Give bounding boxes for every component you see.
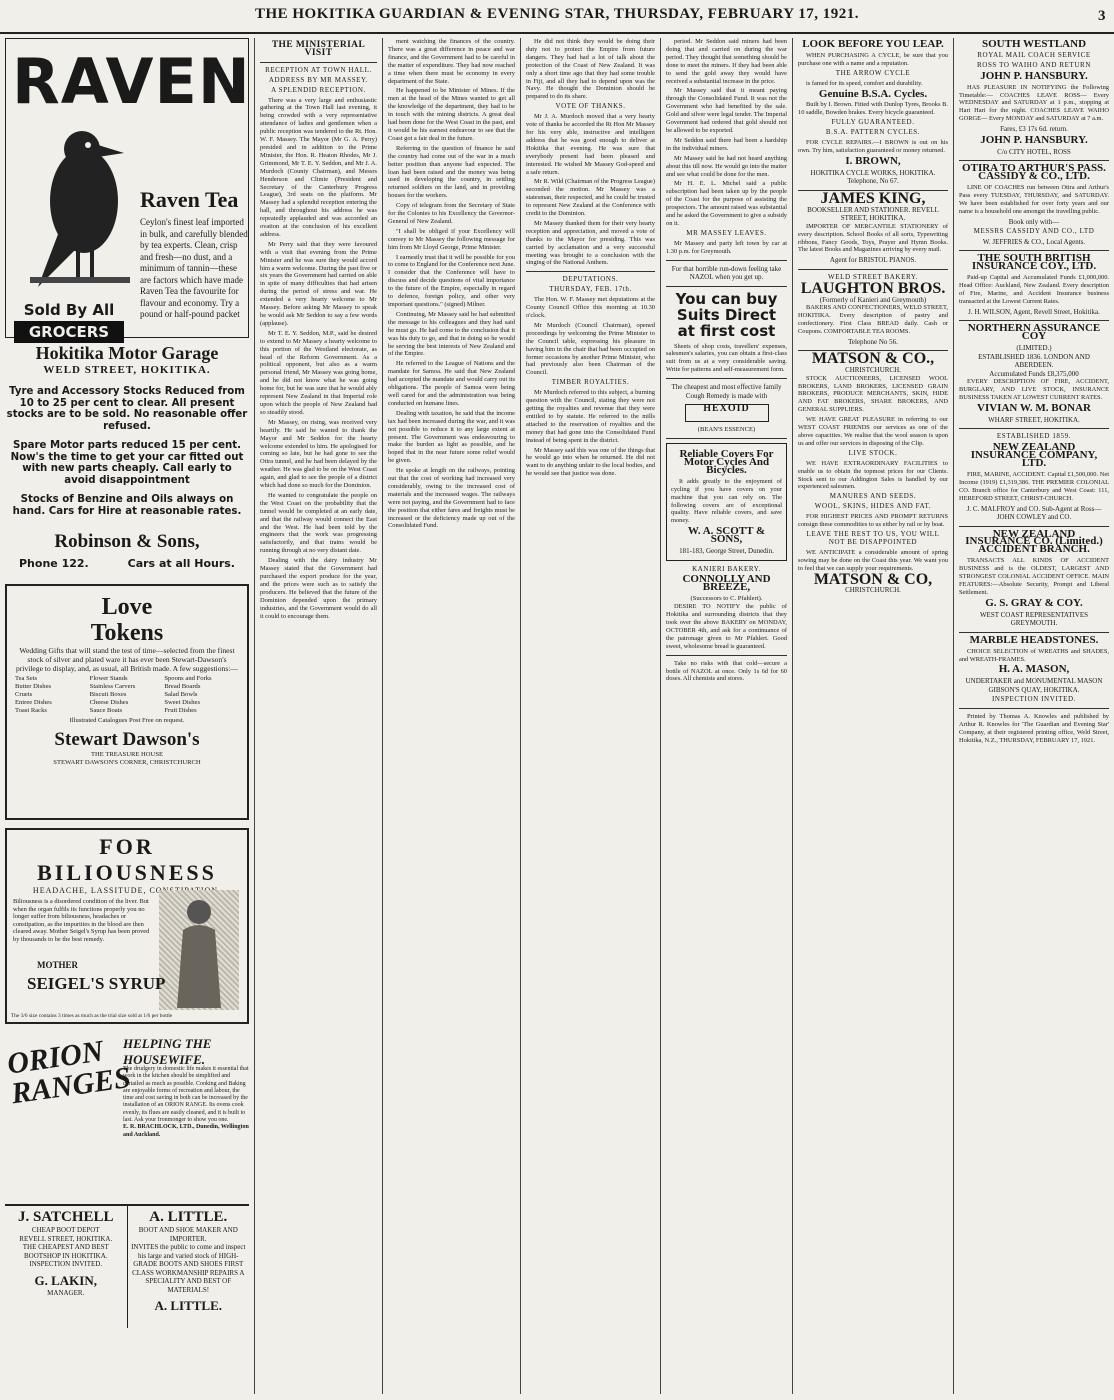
northern-established: ESTABLISHED 1836. LONDON AND ABERDEEN. — [978, 352, 1090, 370]
malfroy-agent: J. C. MALFROY and CO. Sub-Agent at Ross— — [966, 504, 1102, 513]
list-item: Bread Boards — [164, 683, 201, 690]
nz-insurance-body: FIRE, MARINE, ACCIDENT. Capital £1,500,000. Net Income (1919) £1,319,386. THE PREMIER COLONIAL CO. Branch office for Canterbury and West Coast: 111, HEREFORD STREET, CHRIST-CHURCH. — [959, 470, 1109, 502]
laughton-body: BAKERS AND CONFECTIONERS, WELD STREET, HOKITIKA. Every description of pastry and confectionery. First Class BREAD daily. Cash or Coupons. COMFORTABLE TEA ROOMS. — [798, 304, 948, 335]
list-item: Cheese Dishes — [89, 699, 129, 706]
article-paragraph: Mr T. E. Y. Seddon, M.P., said he desired to extend to Mr Massey a hearty welcome to this portion of the Westland electorate, as head of the Reform Government. As a political opponent, but also as a warm personal friend, Mr Massey was going home, and he did not know what he was going home for, but he was sure that he would ably represent New Zealand in that Imperial role upon which the people of New Zealand had so steadily stood. — [260, 329, 377, 416]
hansbury-name: JOHN P. HANSBURY. — [980, 69, 1088, 82]
divider — [959, 632, 1109, 633]
northern-body: EVERY DESCRIPTION OF FIRE, ACCIDENT, BURGLARY, AND LIVE STOCK, INSURANCE BUSINESS TAKEN AT LOWEST CURRENT RATES. — [959, 378, 1109, 401]
suits-ad-title: You can buy Suits Direct at first cost — [675, 289, 778, 340]
jeffries-agents: W. JEFFRIES & CO., Local Agents. — [982, 237, 1086, 246]
james-king-sub: BOOKSELLER AND STATIONER. REVELL STREET, HOKITIKA. — [807, 205, 939, 223]
divider — [959, 526, 1109, 527]
satchell-manager: G. LAKIN, — [34, 1272, 97, 1288]
matson-sub-2: CHRISTCHURCH. — [845, 586, 901, 595]
stewart-dawson-name: Stewart Dawson's — [54, 729, 200, 750]
garage-phone: Phone 122. — [19, 557, 89, 570]
love-items-list — [7, 673, 247, 717]
article-paragraph: ment watching the finances of the country. There was a great difference in peace and war finance, and the Government had to be careful in the matter of expenditure. They had now reached a time when there must be economy in every department of the State. — [388, 38, 515, 85]
hansbury-body: HAS PLEASURE IN NOTIFYING the Following Timetable:— COACHES LEAVE ROSS— Every WEDNESDAY and SATURDAY at 1 p.m., stopping at Hari Hari for the night. COACHES LEAVE WAIHO GORGE— Every MONDAY and SATURDAY at 7 a.m. — [959, 83, 1109, 123]
article-paragraph: I earnestly trust that it will be possible for you to come to England for the Conference next June. I consider that the Conference will have to discuss and decide questions of vital importance to the future of the Empire, especially in regard to defence, foreign policy, and other very important questions." (signed) Milner. — [388, 253, 515, 308]
orion-ranges-ad — [5, 1032, 249, 1198]
article-paragraph: He happened to be Minister of Mines. If the men at the head of the Mines wanted to get all the knowledge of the department, they had to be in touch with the mining districts. A great deal had been done for the West Coast in the past, and it would be his earnest endeavour to see that the Coast got a fair deal in the future. — [388, 87, 515, 142]
article-paragraph: Mr Massey thanked them for their very hearty reception and appreciation, and moved a vote of thanks to the Mayor for presiding. This was carried by acclamation and a very successful meeting was brought to a conclusion with the singing of the National Anthem. — [526, 219, 655, 267]
list-item: Sauce Boats — [89, 707, 123, 714]
subhead-deputations: DEPUTATIONS. — [562, 275, 619, 284]
arrow-cycle: THE ARROW CYCLE — [835, 68, 911, 77]
masthead — [0, 6, 1114, 34]
james-king-body: IMPORTER OF MERCANTILE STATIONERY of every description. School Books of all sorts, Typewriting ribbons, Fancy Goods, Toys, Prayer and Hymn Books. The latest Books and Magazines arriving by every mail. — [798, 222, 948, 254]
mail-coach-service: ROYAL MAIL COACH SERVICE — [977, 50, 1091, 59]
orion-body — [123, 1066, 249, 1139]
divider — [959, 250, 1109, 251]
article-paragraph: The Hon. W. F. Massey met deputations at the County Council Office this morning at 10.30 o'clock. — [526, 296, 655, 319]
mother-label: MOTHER — [37, 960, 79, 970]
list-item: Cruets — [15, 691, 33, 698]
satchell-manager-title: MANAGER. — [47, 1288, 85, 1297]
article-paragraph: Copy of telegram from the Secretary of State for the Colonies to his Excellency the Governor-General of New Zealand. — [388, 202, 515, 225]
otira-body: LINE OF COACHES run between Otira and Arthur's Pass every TUESDAY, THURSDAY, and SATURDAY. We have been established for over forty years and our name is a household one amongst the travelling public. — [959, 183, 1109, 215]
matson-body: STOCK AUCTIONEERS, LICENSED WOOL BROKERS, LAND BROKERS, LICENSED GRAIN BROKERS, PRODUCE MERCHANTS, SKIN, HIDE AND FAT BROKERS, SHARE BROKERS, AND GENERAL SUPPLIERS. — [798, 374, 948, 414]
cowley-agent: JOHN COWLEY and CO. — [996, 513, 1072, 522]
nz-insurance-accident-body: TRANSACTS ALL KINDS OF ACCIDENT BUSINESS and is the OLDEST, LARGEST AND STRONGEST COLONIAL ACCIDENT OFFICE. MAIN FEATURES:—Absolute Security, Prompt and Liberal Settlement. — [959, 557, 1109, 596]
look-before-body: WHEN PURCHASING A CYCLE, be sure that you purchase one with a name and a reputation. — [798, 51, 948, 67]
laughton-bros-name: LAUGHTON BROS. — [800, 279, 946, 297]
marble-headstones-head: MARBLE HEADSTONES. — [969, 633, 1099, 646]
divider — [666, 378, 787, 379]
article-subhead-3: A SPLENDID RECEPTION. — [271, 85, 366, 94]
coach-route: ROSS TO WAIHO AND RETURN — [977, 60, 1091, 69]
biliousness-sub: HEADACHE, LASSITUDE, CONSTIPATION. — [32, 886, 222, 895]
bsa-cycles: Genuine B.S.A. Cycles. — [818, 87, 928, 100]
article-paragraph: Mr Seddon said there had been a hardship in the individual miners. — [666, 136, 787, 152]
article-title: THE MINISTERIAL VISIT — [271, 40, 366, 58]
satchell-line-2: REVELL STREET, HOKITIKA. — [19, 1234, 113, 1243]
mason-sub: UNDERTAKER and MONUMENTAL MASON — [965, 677, 1103, 686]
list-item: Tea Sets — [15, 675, 38, 682]
divider — [959, 160, 1109, 161]
subhead-massey-leaves: MR MASSEY LEAVES. — [686, 228, 767, 237]
covers-ad — [666, 443, 787, 560]
list-item: Sweet Dishes — [164, 699, 201, 706]
article-paragraph: Mr H. E. L. Michel said a public subscription had been taken up by the people of the Coast for the purpose of assisting the prospectors. The amount raised was substantial and he asked the Government to give a subsidy on it. — [666, 180, 787, 227]
column-article-continued — [383, 38, 521, 1394]
divider — [666, 286, 787, 287]
list-item: Biscuit Boxes — [89, 691, 127, 698]
article-paragraph: Mr Massey said that it meant paying through the Consolidated Fund. It was not the Government who had benefited by the sale. Gold and silver were legal tender. The Imperial Government had ordered that gold should not be allowed to be exported. — [666, 87, 787, 134]
dateline: THURSDAY, FEB. 17th. — [549, 285, 632, 294]
hexoid-sub: (BEAN'S ESSENCE) — [697, 426, 756, 434]
raven-ad-title: RAVEN — [12, 45, 251, 118]
garage-street: WELD STREET, HOKITIKA. — [43, 364, 211, 376]
bsa-body: Built by I. Brown. Fitted with Dunlop Tyres, Brooks B. 10 saddle, Bowden brakes. Every bicycle guaranteed. — [798, 101, 948, 117]
live-stock-head: LIVE STOCK. — [848, 448, 898, 457]
connolly-breeze-sub: (Successors to C. Pfahlert). — [690, 595, 763, 603]
little-name: A. LITTLE. — [149, 1209, 228, 1225]
connolly-breeze-name: CONNOLLY AND BREEZE, — [682, 573, 771, 594]
divider — [959, 320, 1109, 321]
bsa-pattern: B.S.A. PATTERN CYCLES. — [825, 128, 921, 137]
south-british-head: THE SOUTH BRITISH INSURANCE COY., LTD. — [971, 252, 1097, 273]
satchell-line-1: CHEAP BOOT DEPOT — [31, 1226, 100, 1234]
wool-body: FOR HIGHEST PRICES AND PROMPT RETURNS consign these commodities to us either by rail or by boat. — [798, 513, 948, 529]
hansbury-address: C/o CITY HOTEL, ROSS — [997, 147, 1071, 156]
connolly-breeze-body: DESIRE TO NOTIFY the public of Hokitika and surrounding districts that they took over the above BAKERY on MONDAY, OCTOBER 4th, and ask for a continuance of the patronage given to Mr Pfahlert. Good sweet, wholesome bread is guaranteed. — [666, 603, 787, 650]
printer-imprint: Printed by Thomas A. Knowles and published by Arthur R. Knowles for 'The Guardian and Evening Star' Company, at their registered printing office, Weld Street, Hokitika, N.Z., THURSDAY, FEBRUARY 17, 1921. — [959, 713, 1109, 744]
biliousness-ad — [5, 828, 249, 1024]
biliousness-footnote: The 3/6 size contains 3 times as much as the trial size sold at 1/6 per bottle — [11, 1013, 173, 1019]
divider — [260, 62, 377, 63]
woman-figure-icon — [159, 890, 239, 1010]
orion-title: ORION RANGES — [5, 1034, 133, 1111]
column-business-ads — [793, 38, 954, 1394]
matson-name: MATSON & CO., — [811, 350, 935, 368]
subhead-vote-of-thanks: VOTE OF THANKS. — [555, 102, 626, 111]
satchell-name: J. SATCHELL — [17, 1209, 114, 1225]
love-catalogue-note: Illustrated Catalogues Post Free on request. — [69, 717, 185, 724]
satchell-line-3: THE CHEAPEST AND BEST BOOTSHOP IN HOKITIKA. INSPECTION INVITED. — [22, 1243, 109, 1268]
brown-name: I. BROWN, — [845, 154, 901, 167]
little-signature: A. LITTLE. — [154, 1298, 223, 1313]
leave-the-rest: LEAVE THE REST TO US, YOU WILL NOT BE DISAPPOINTED — [806, 529, 940, 546]
bootshop-ads-row — [5, 1204, 249, 1328]
gray-sub: WEST COAST REPRESENTATIVES GREYMOUTH. — [979, 610, 1089, 628]
stewart-dawson-address: STEWART DAWSON'S CORNER, CHRISTCHURCH — [53, 759, 201, 766]
laughton-phone: Telephone No 56. — [848, 337, 898, 346]
garage-contact-row — [5, 553, 249, 574]
love-tokens-ad — [5, 584, 249, 820]
northern-funds: Accumulated Funds £8,375,000 — [989, 369, 1079, 378]
matson-sub: CHRISTCHURCH. — [845, 366, 901, 375]
nz-insurance-accident-head: NEW ZEALAND INSURANCE CO. (Limited.) ACCIDENT BRANCH. — [965, 527, 1103, 556]
divider — [666, 655, 787, 656]
weld-street-bakery: WELD STREET BAKERY. — [828, 272, 918, 281]
raven-tea-ad — [5, 38, 251, 341]
article-paragraph: He wanted to congratulate the people on the West Coast on the probability that the tunnel would be completed at an early date, and that the railway would connect the East and the West. He had been told by the engineers that the work was progressing satisfactorily, and that trains would be running through at no very distant date. — [260, 491, 377, 555]
northern-assurance-head: NORTHERN ASSURANCE COY — [967, 322, 1101, 343]
list-item: Flower Stands — [89, 675, 128, 682]
covers-body: It adds greatly to the enjoyment of cycling if you have covers on your machine that you can rely on. The following covers are of exceptional quality. Have reliable covers, and save money. — [671, 477, 782, 525]
article-paragraph: Dealing with taxation, he said that the income tax had been increased during the war, and it was not possible to reduce it to any large extent at present. The Government was endeavouring to make the burden as light as possible, and he hoped that in the near future some relief would be given. — [388, 409, 515, 465]
raven-bird-icon — [20, 109, 140, 299]
orion-tagline: HELPING THE HOUSEWIFE. — [123, 1036, 212, 1067]
cassidy-name: MESSRS CASSIDY AND CO., LTD — [973, 227, 1095, 235]
article-paragraph: Mr R. Wild (Chairman of the Progress League) seconded the motion. Mr Massey was a statesman, their respected, and he could be trusted to represent New Zealand at the Conference with credit to the Dominion. — [526, 178, 655, 218]
column-advertisements-left — [0, 38, 255, 1394]
list-item: Entree Dishes — [15, 699, 52, 706]
raven-sold-text: Sold By All — [23, 301, 115, 319]
kanieri-bakery-head: KANIERI BAKERY. — [692, 564, 761, 573]
article-paragraph: Mr Perry said that they were favoured with a visit that evening from the Prime Minister and he was sure they would accord him a warm welcome. During the past five or six years the Government had carried on able in spite of many difficulties that had arisen during the period of stress and war. He extended a very hearty welcome to Mr Massey. Before asking Mr Massey to speak he would ask Mr Seddon to say a few words (applause). — [260, 240, 377, 327]
article-paragraph: There was a very large and enthusiastic gathering at the Town Hall last evening, it being crowded with a very representative attendance of ladies and gentlemen when a public reception was tendered to the Rt. Hon. W. F. Massey. The Mayor (Mr G. A. Perry) presided and in addition to the Prime Minister, the Hon. R. Heaton Rhodes, Mr J. Grimmond, Mr T. E. Y. Seddon, and Mr J. A. Murdoch (County Chairman), and Messrs Henderson and Climie (President and Secretary of the Canterbury Progress League), 3rd seats on the platform. Mr Massey had a splendid reception entering the hall, and throughout his address he was repeatedly applauded and was accorded an ovation at the conclusion of his excellent address. — [260, 96, 377, 238]
raven-ad-body: Ceylon's finest leaf imported in bulk, and carefully blended by tea experts. Clean, crisp and fresh—no dust, and a minimum of tannin—these are factors which have made Raven Tea the favourite for flavour and economy. Try a pound or half-pound packet — [140, 217, 248, 319]
laughton-sub: (Formerly of Kanieri and Greymouth) — [819, 295, 927, 304]
mason-address: GIBSON'S QUAY, HOKITIKA. — [988, 685, 1080, 694]
hansbury-name-2: JOHN P. HANSBURY. — [980, 133, 1088, 146]
biliousness-body: Biliousness is a disordered condition of the liver. But when the organ fulfils its functions properly you no longer suffer from biliousness, headaches or constipation, as the impurities in the blood are then cleared away. Mother Seigel's Syrup has been proved by thousands to be the best remedy. — [13, 898, 150, 943]
divider — [959, 428, 1109, 429]
page-number: 3 — [1098, 8, 1106, 24]
mason-name: H. A. MASON, — [998, 663, 1070, 676]
northern-limited: (LIMITED.) — [1016, 344, 1052, 353]
nazol-ad: Take no risks with that cold—secure a bottle of NAZOL at once. Only 1s 6d for 60 doses. All chemists and stores. — [666, 659, 787, 683]
seigels-syrup-brand: SEIGEL'S SYRUP — [27, 974, 166, 993]
stewart-dawson-sub: THE TREASURE HOUSE — [90, 751, 164, 758]
live-stock-body: WE HAVE EXTRAORDINARY FACILITIES to enable us to obtain the topmost prices for our Clients. Stock sent to our Addington Sales is handled by our experienced salesmen. — [798, 459, 948, 491]
garage-firm-name: Robinson & Sons, — [54, 531, 200, 552]
little-line-2: INVITES the public to come and inspect his large and varied stock of HIGH-GRADE BOOTS AND SHOES FIRST CLASS WORKMANSHIP REPAIRS A SPECIALITY AND BEST OF MATERIALS! — [131, 1243, 246, 1294]
garage-hours: Cars at all Hours. — [127, 557, 235, 570]
divider — [798, 269, 948, 270]
love-title-line-2: Tokens — [90, 620, 164, 646]
covers-title: Reliable Covers For Motor Cycles And Bicycles. — [679, 448, 774, 476]
matson-name-2: MATSON & CO, — [813, 570, 933, 588]
south-british-body: Paid-up Capital and Accumulated Funds £1,000,000. Head Office: Auckland, New Zealand. Every description of Fire, Marine, and Accident Insurance business transacted at the Lowest Current Rates. — [959, 274, 1109, 305]
divider — [666, 260, 787, 261]
love-title — [7, 594, 247, 646]
nazol-teaser: For that horrible run-down feeling take NAZOL when you get up. — [671, 264, 782, 282]
satchell-ad — [5, 1206, 127, 1328]
hexoid-lead: The cheapest and most effective family Cough Remedy is made with — [671, 383, 782, 400]
article-paragraph: Mr J. A. Murdoch moved that a very hearty vote of thanks be accorded the Rt Hon Mr Massey for his very able, instructive and intelligent address that he was good enough to deliver at Hokitika that evening. He was sure that everybody present had been pleased and interested. He wished Mr Massey God-speed and a safe return. — [526, 113, 655, 176]
garage-paragraph-3: Stocks of Benzine and Oils always on hand. Cars for Hire at reasonable rates. — [12, 494, 242, 517]
raven-grocers-text: GROCERS — [14, 321, 124, 343]
manures-seeds-head: MANURES AND SEEDS. — [829, 492, 917, 501]
article-paragraph: He spoke at length on the railways, pointing out that the cost of working had increased very considerably, owing to the increased cost of materials and the increased wages. The railways were not paying, and the Government had to face the position that either fares and freights must be increased or the deficiency made up out of the Consolidated Fund. — [388, 467, 515, 530]
article-subhead-1: RECEPTION AT TOWN HALL. — [265, 65, 372, 74]
south-westland-head: SOUTH WESTLAND — [981, 38, 1087, 50]
article-paragraph: Mr Murdoch referred to this subject, a burning question with the Council, stating they were not getting the royalties and revenue that they were entitled to by statute. He referred to the mills attached to the reservation of royalties and the money that had gone into the Consolidated Fund instead of being spent in the district. — [526, 389, 655, 444]
cycle-repairs: FOR CYCLE REPAIRS.—I BROWN is out on his own. Try him, satisfaction guaranteed or money returned. — [798, 139, 948, 154]
divider — [959, 708, 1109, 709]
list-item: Salad Bowls — [164, 691, 198, 698]
scott-address: 181-183, George Street, Dunedin. — [679, 547, 774, 556]
wool-head: WOOL, SKINS, HIDES AND FAT. — [814, 502, 932, 511]
garage-paragraph-2: Spare Motor parts reduced 15 per cent. Now's the time to get your car fitted out with new parts cheaply. Call early to avoid disappointment — [10, 440, 244, 486]
brown-phone: Telephone, No 67. — [847, 177, 899, 186]
list-item: Butter Dishes — [15, 683, 52, 690]
list-item: Fruit Dishes — [164, 707, 197, 714]
little-ad — [127, 1206, 250, 1328]
bonar-address: WHARF STREET, HOKITIKA. — [988, 415, 1080, 424]
arrow-cycle-body: is famed for its speed, comfort and durability. — [806, 79, 923, 87]
garage-paragraph-1: Tyre and Accessory Stocks Reduced from 10 to 25 per cent to clear. All present stocks are to be sold. No reasonable offer refused. — [6, 386, 248, 432]
anticipate-body: WE ANTICIPATE a considerable amount of spring sowing may be done on the Coast this year. We want you to feel that we can supply your requirements. — [798, 548, 948, 572]
orion-maker: E. R. BRACHLOCK, LTD., Dunedin, Wellington and Auckland. — [123, 1124, 249, 1138]
article-paragraph: Mr Massey and party left town by car at 1.30 p.m. for Greymouth. — [666, 239, 787, 255]
matson-pleasure: WE HAVE GREAT PLEASURE in referring to our WEST COAST FRIENDS our services as one of the above capacities. We realise that the wool season is upon us and offer our services in disposing of the Clip. — [798, 416, 948, 447]
article-paragraph: period. Mr Seddon said miners had been doing that and carried on during the war period. They thought that something should be done to meet the miners. If they had been able to send the gold away they would have received a substantial increase in the price. — [666, 38, 787, 85]
article-paragraph: Dealing with the dairy industry Mr Massey stated that the Government had purchased the export produce for the year, and the prices were such as to satisfy the producers. He believed that the future of the Dominion depended upon the primary industries, and the Government would do all it could to encourage them. — [260, 557, 377, 620]
bristol-pianos: Agent for BRISTOL PIANOS. — [829, 256, 917, 265]
article-paragraph: "I shall be obliged if your Excellency will convey to Mr Massey the following message for him from Mr Lloyd George, Prime Minister. — [388, 227, 515, 251]
brown-sub: HOKITIKA CYCLE WORKS, HOKITIKA. — [810, 168, 936, 177]
raven-product-name: Raven Tea — [140, 187, 239, 212]
otira-head: OTIRA TO ARTHUR'S PASS. CASSIDY & CO., LTD. — [962, 162, 1106, 182]
raven-sold-badge — [14, 301, 124, 343]
marble-body: CHOICE SELECTION of WREATHS and SHADES, and WREATH-FRAMES. — [959, 647, 1109, 663]
column-ministerial-visit — [255, 38, 383, 1394]
subhead-timber-royalties: TIMBER ROYALTIES. — [551, 378, 630, 387]
divider — [526, 271, 655, 272]
column-services-ads — [954, 38, 1114, 1394]
look-before-head: LOOK BEFORE YOU LEAP. — [802, 38, 944, 50]
column-mixed — [661, 38, 793, 1394]
james-king-name: JAMES KING, — [820, 189, 926, 207]
bonar-name: VIVIAN W. M. BONAR — [977, 401, 1091, 414]
book-only-with: Book only with— — [1008, 217, 1060, 226]
article-paragraph: Mr Massey said he had not heard anything about this till now. He would go into the matter and see what could be done for the men. — [666, 154, 787, 178]
love-body: Wedding Gifts that will stand the test of time—selected from the finest stock of silver and plated ware it has ever been Stewart-Dawson's privilege to display, and, as usual, all British made. A few suggestions:— — [15, 646, 239, 673]
motor-garage-ad — [5, 343, 249, 574]
nz-insurance-head: NEW ZEALAND INSURANCE COMPANY, LTD. — [970, 441, 1098, 469]
garage-title: Hokitika Motor Garage — [35, 343, 219, 363]
gray-name: G. S. GRAY & COY. — [985, 596, 1083, 609]
masthead-title: THE HOKITIKA GUARDIAN & EVENING STAR, THURSDAY, FEBRUARY 17, 1921. — [254, 6, 860, 22]
article-paragraph: Mr Murdoch (Council Chairman), opened proceedings by welcoming the Prime Minister to the Council table, expressing his pleasure in having him in the chair that had been occupied on former occasions by another Prime Minister, who had previously also been Chairman of the Council. — [526, 321, 655, 377]
inspection-invited: INSPECTION INVITED. — [991, 695, 1077, 704]
little-line-1: BOOT AND SHOE MAKER AND IMPORTER. — [138, 1226, 238, 1243]
fully-guaranteed: FULLY GUARANTEED. — [831, 118, 915, 127]
list-item: Stainless Carvers — [89, 683, 136, 690]
established-1859: ESTABLISHED 1859. — [996, 432, 1072, 441]
suits-ad-body: Sheets of shop costs, travellers' expenses, salesmen's salaries, you can obtain a first-class suit from us at a very considerable saving. Write for patterns and self-measurement form. — [666, 342, 787, 374]
article-paragraph: Continuing, Mr Massey said he had submitted the message to his colleagues and they had said he must go. He had come to the conclusion that it was his duty to go, and that in doing so he would be serving the best interests of New Zealand and of the Empire. — [388, 310, 515, 358]
column-deputations — [521, 38, 661, 1394]
article-paragraph: Referring to the question of finance he said the country had come out of the war in a much better position than anyone had expected. The loan had been raised and the money was being used in developing the country, in settling returned soldiers on the land, and in providing houses for the workers. — [388, 144, 515, 200]
divider — [666, 438, 787, 439]
article-paragraph: He referred to the League of Nations and the mandate for Samoa. He said that New Zealand had accepted the mandate and would carry out its obligations. The people of Samoa were being well cared for and the administration was being conducted on humane lines. — [388, 360, 515, 407]
hexoid-logo: HEXOID — [685, 404, 769, 422]
article-paragraph: Mr Massey said this was one of the things that he would go into when he returned. He did not want to do anything unfair to the local bodies, and he would see that justice was done. — [526, 446, 655, 478]
orion-body-text: The drudgery in domestic life makes it essential that work in the kitchen should be simplified and curtailed as much as possible. Cooking and Baking are enjoyable forms of recreation and labour, the time and cost saving in both can be increased by the installation of an ORION RANGE. Its ovens cook evenly, its flues are easily cleaned, and it is built to last. Ask your Ironmonger to show you one. — [123, 1066, 249, 1124]
biliousness-title: FOR BILIOUSNESS — [37, 834, 217, 885]
article-subhead-2: ADDRESS BY MR MASSEY. — [268, 75, 369, 84]
list-item: Toast Racks — [15, 707, 47, 714]
article-paragraph: He did not think they would be doing their duty not to protect the Empire from future dangers. They had had a lot of talk about the protection of the Coast of New Zealand. It was only a short time ago that they had some trouble in Fiji, and all they had to depend upon was the Navy. He thought the Dominion should be prepared to do its share. — [526, 38, 655, 101]
scott-firm: W. A. SCOTT & SONS, — [687, 525, 766, 546]
love-title-line-1: Love — [101, 594, 153, 620]
list-item: Spoons and Forks — [164, 675, 212, 682]
article-paragraph: Mr Massey, on rising, was received very heartily. He said he wanted to thank the Mayor and Mr Seddon for the hearty welcome extended to him. He apologised for coming so late, but he had gone to see the Otira tunnel, and he had been delayed by the weather. He was glad to be on the West Coast again, and glad to see the people of a district which had done so much for the Dominion. — [260, 418, 377, 490]
south-british-agent: J. H. WILSON, Agent, Revell Street, Hokitika. — [968, 307, 1100, 316]
coach-fares: Fares, £3 17s 6d. return. — [1000, 125, 1068, 134]
